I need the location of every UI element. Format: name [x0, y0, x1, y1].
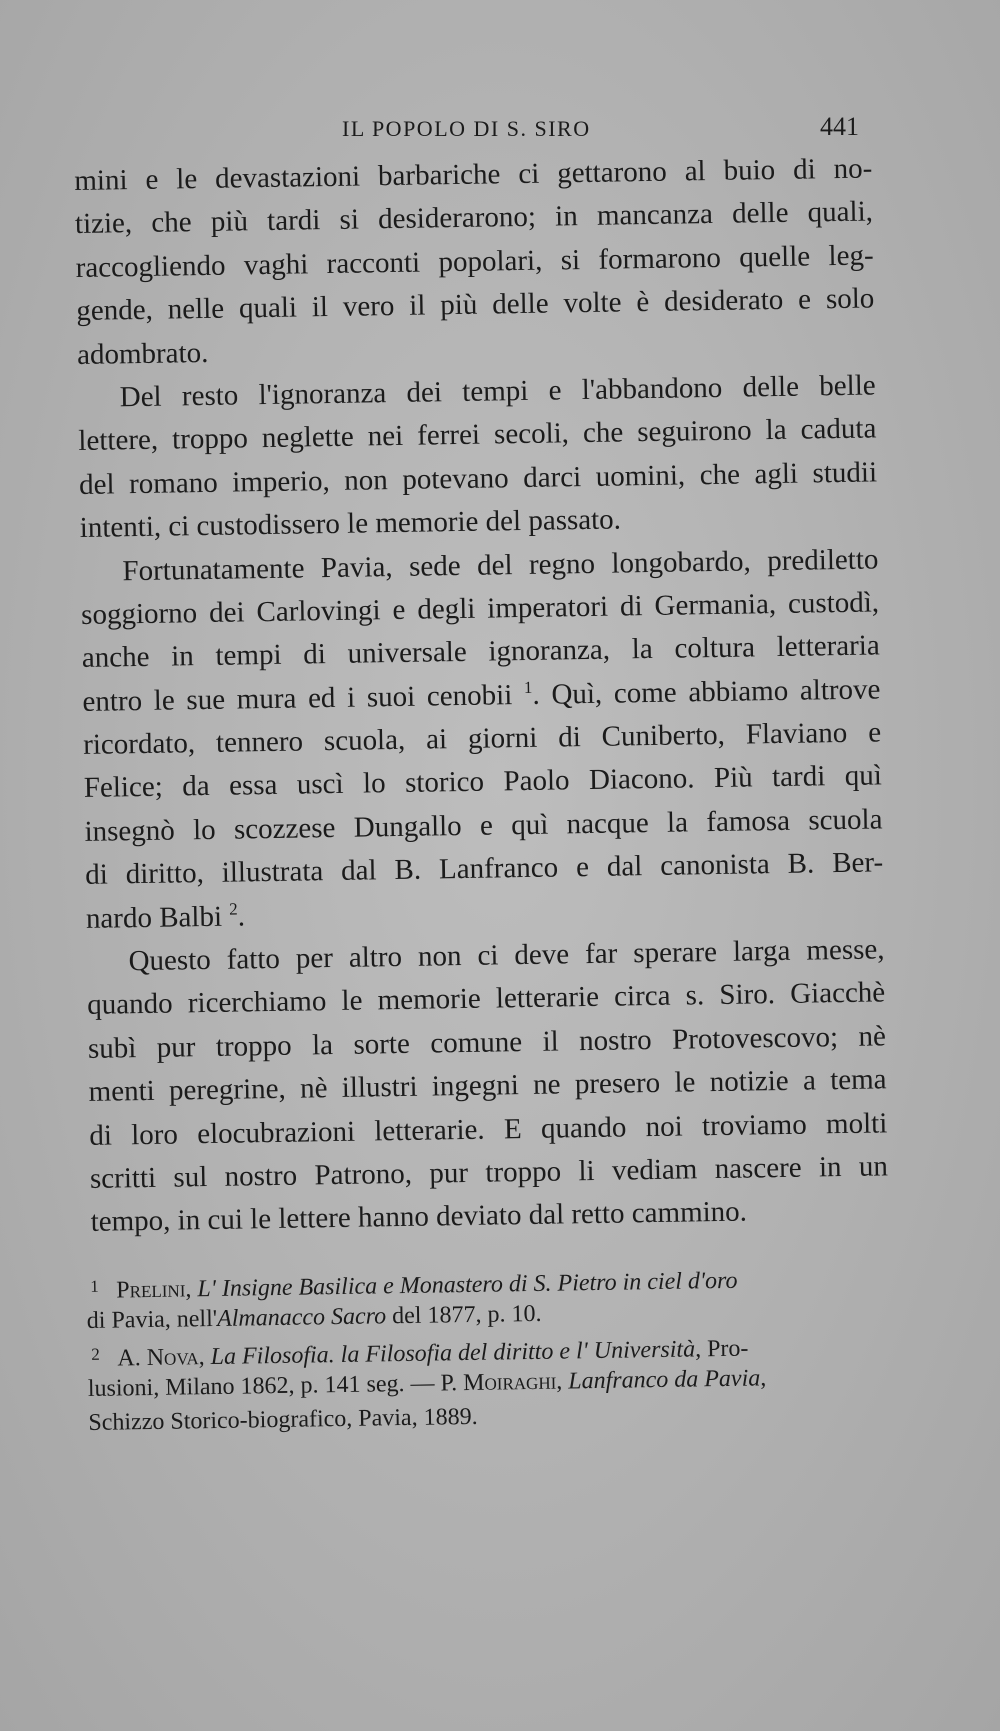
footnote-title: Almanacco Sacro — [216, 1303, 387, 1332]
text-line: scritti sul nostro Patrono, pur troppo li vediam nascere in un — [89, 1150, 889, 1195]
footnote-2-continued: Schizzo Storico-biografico, Pavia, 1889. — [88, 1403, 478, 1436]
text-line: soggiorno dei Carlovingi e degli imperatori di Germania, custodì, — [80, 586, 880, 631]
footnote-text: del 1877, p. 10. — [385, 1300, 542, 1330]
footnote-ref-2: 2 — [228, 899, 238, 919]
text-line: gende, nelle quali il vero il più delle volte è desiderato e solo — [76, 282, 875, 328]
body-text — [74, 147, 889, 1244]
paragraph-first-line: Del resto l'ignoranza dei tempi e l'abbandono delle belle — [119, 369, 876, 414]
footnote-text: lusioni, Milano 1862, p. 141 seg. — P. — [87, 1370, 464, 1402]
footnote-text: , — [556, 1368, 569, 1395]
text-line: insegnò lo scozzese Dungallo e quì nacque la famosa scuola — [84, 803, 883, 848]
page-header — [0, 112, 1000, 152]
footnote-text: , — [185, 1276, 198, 1303]
paragraph-first-line: Questo fatto per altro non ci deve far sperare larga messe, — [128, 933, 885, 978]
footnote-title: L' Insigne Basilica e Monastero di S. Pietro in ciel d'oro — [197, 1267, 738, 1303]
text-line: ricordato, tennero scuola, ai giorni di Cuniberto, Flaviano e — [82, 716, 882, 762]
paragraph-first-line: Fortunatamente Pavia, sede del regno longobardo, prediletto — [122, 542, 879, 587]
text-segment: . Quì, come abbiamo altrove — [532, 673, 881, 711]
footnote-text: , — [198, 1344, 211, 1371]
footnote-marker: 1 — [90, 1276, 99, 1296]
text-line: quando ricerchiamo le memorie letterarie circa s. Siro. Giacchè — [87, 976, 886, 1022]
text-line: anche in tempi di universale ignoranza, la coltura letteraria — [81, 629, 880, 675]
footnote-title: Lanfranco da Pavia — [568, 1365, 761, 1395]
text-line: di loro elocubrazioni letterarie. E quando noi troviamo molti — [89, 1106, 888, 1152]
text-line: raccogliendo vaghi racconti popolari, si formarono quelle leg- — [75, 239, 874, 284]
footnote-author: Prelini — [116, 1276, 186, 1304]
text-line: mini e le devastazioni barbariche ci gettarono al buio di no- — [74, 152, 873, 197]
footnotes — [86, 1258, 877, 1440]
footnote-text: di Pavia, nell' — [86, 1305, 218, 1334]
text-line: tizie, che più tardi si desiderarono; in mancanza delle quali, — [74, 195, 874, 241]
text-segment: . — [237, 900, 246, 933]
text-segment: nardo Balbi — [85, 900, 223, 935]
footnote-title: La Filosofia. la Filosofia del diritto e l' Università — [210, 1336, 696, 1371]
text-line: adombrato. — [76, 336, 209, 371]
footnote-author: Moiraghi — [462, 1368, 557, 1397]
text-segment: entro le sue mura ed i suoi cenobii — [82, 678, 513, 718]
text-line: intenti, ci custodissero le memorie del passato. — [79, 503, 622, 545]
text-line: lettere, troppo neglette nei ferrei secoli, che seguirono la caduta — [78, 412, 877, 458]
text-line: Felice; da essa uscì lo storico Paolo Diacono. Più tardi quì — [83, 759, 883, 805]
footnote-text: , — [760, 1365, 767, 1392]
footnote-text: , Pro- — [694, 1335, 749, 1363]
text-line: menti peregrine, nè illustri ingegni ne presero le notizie a tema — [88, 1063, 887, 1109]
text-line: subì pur troppo la sorte comune il nostro Protovescovo; nè — [87, 1020, 887, 1065]
text-line: di diritto, illustrata dal B. Lanfranco e dal canonista B. Ber- — [84, 846, 884, 892]
text-line: del romano imperio, non potevano darci uomini, che agli studii — [78, 456, 878, 501]
page-number: 441 — [820, 112, 859, 141]
footnote-ref-1: 1 — [523, 677, 533, 697]
text-line: tempo, in cui le lettere hanno deviato dal retto cammino. — [90, 1195, 748, 1239]
footnote-marker: 2 — [91, 1344, 100, 1364]
running-title: IL POPOLO DI S. SIRO — [342, 116, 591, 141]
footnote-author: A. Nova — [117, 1344, 199, 1372]
